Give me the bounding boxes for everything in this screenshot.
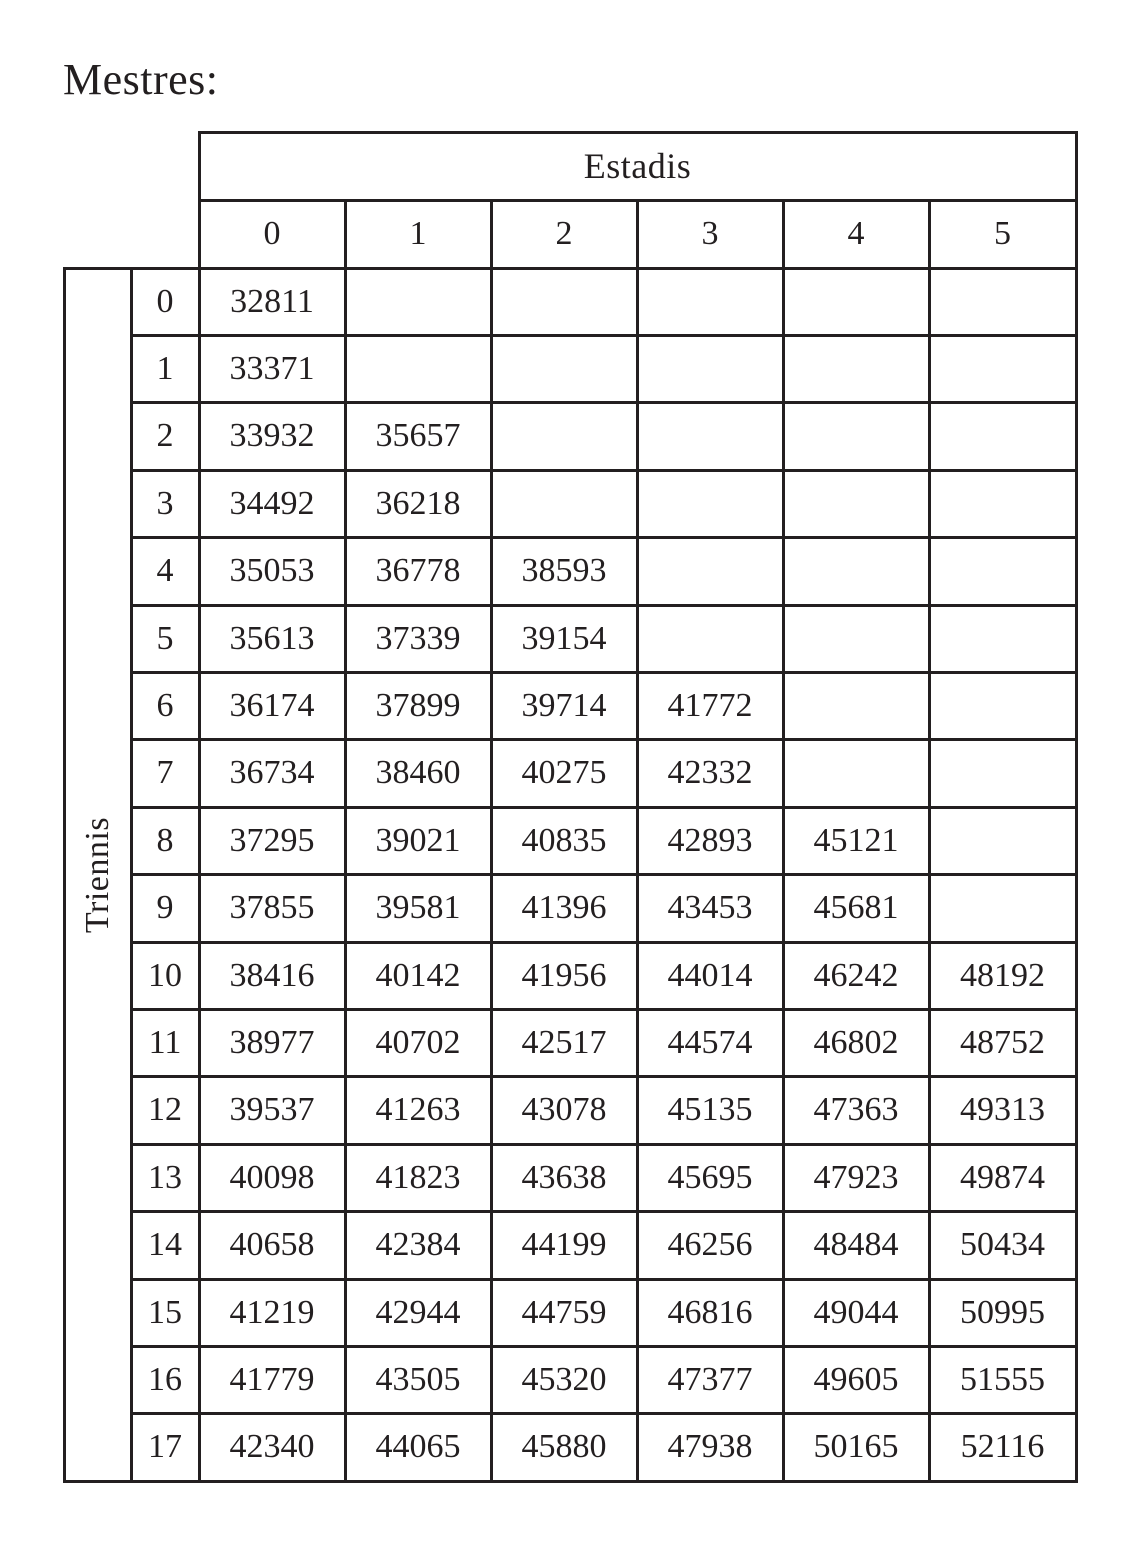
grid-line-h (130, 604, 1078, 607)
table-cell: 37295 (229, 821, 315, 859)
table-cell (491, 268, 637, 335)
table-cell: 40275 (521, 754, 607, 792)
row-header: 5 (156, 619, 174, 657)
table-cell: 35053 (229, 552, 315, 590)
table-cell: 38460 (375, 754, 461, 792)
table-cell (637, 403, 783, 470)
table-cell (929, 807, 1076, 874)
table-cell (637, 470, 783, 537)
table-cell: 50995 (960, 1293, 1045, 1331)
table-cell (783, 605, 929, 672)
row-header: 8 (156, 821, 174, 859)
table-cell (929, 538, 1076, 605)
grid-line-v (928, 199, 931, 270)
table-cell: 35613 (229, 619, 315, 657)
table-cell: 44759 (521, 1293, 607, 1331)
row-header: 14 (148, 1226, 182, 1264)
grid-line-h (130, 1143, 1078, 1146)
table-cell: 35657 (375, 417, 461, 455)
table-cell (929, 672, 1076, 739)
table-cell: 43638 (521, 1158, 607, 1196)
table-cell (783, 672, 929, 739)
table-cell (637, 335, 783, 402)
grid-line-v (1075, 131, 1078, 202)
row-header: 1 (156, 350, 174, 388)
row-header: 2 (156, 417, 174, 455)
table-cell (929, 740, 1076, 807)
table-cell: 48192 (960, 956, 1045, 994)
table-cell: 50434 (960, 1226, 1045, 1264)
table-cell: 33932 (229, 417, 315, 455)
table-cell (783, 470, 929, 537)
table-cell: 49874 (960, 1158, 1045, 1196)
table-cell: 39537 (229, 1091, 315, 1129)
table-cell: 41823 (375, 1158, 461, 1196)
row-header: 0 (156, 282, 174, 320)
table-cell: 37855 (229, 889, 315, 927)
table-cell (491, 470, 637, 537)
table-cell: 36174 (229, 687, 315, 725)
table-cell: 41219 (229, 1293, 315, 1331)
grid-line-h (130, 536, 1078, 539)
table-cell (491, 403, 637, 470)
table-cell (783, 538, 929, 605)
table-cell: 48484 (813, 1226, 899, 1264)
table-cell (783, 268, 929, 335)
grid-line-h (130, 873, 1078, 876)
grid-line-h (63, 1480, 1078, 1483)
grid-line-h (130, 1075, 1078, 1078)
table-cell: 37339 (375, 619, 461, 657)
table-cell: 38977 (229, 1024, 315, 1062)
grid-line-v (490, 267, 493, 1483)
row-header: 17 (148, 1428, 182, 1466)
grid-line-v (1075, 199, 1078, 270)
table-cell: 46242 (813, 956, 899, 994)
table-cell: 41772 (667, 687, 753, 725)
table-cell (783, 403, 929, 470)
row-header: 4 (156, 552, 174, 590)
table-cell: 34492 (229, 484, 315, 522)
grid-line-v (782, 199, 785, 270)
table-cell (637, 268, 783, 335)
table-cell: 38593 (521, 552, 607, 590)
grid-line-h (130, 401, 1078, 404)
table-cell: 32811 (230, 282, 314, 320)
row-group-label: Triennis (79, 816, 116, 934)
grid-line-v (198, 199, 201, 270)
column-header: 0 (263, 215, 281, 252)
table-cell (491, 335, 637, 402)
table-cell: 47938 (667, 1428, 753, 1466)
table-cell: 36218 (375, 484, 461, 522)
table-cell (345, 335, 491, 402)
grid-line-h (63, 267, 1078, 270)
table-cell (929, 335, 1076, 402)
table-cell (929, 403, 1076, 470)
table-cell: 45880 (521, 1428, 607, 1466)
table-cell (345, 268, 491, 335)
table-cell: 36778 (375, 552, 461, 590)
grid-line-v (782, 267, 785, 1483)
table-cell: 42893 (667, 821, 753, 859)
table-cell (929, 605, 1076, 672)
grid-line-h (130, 1210, 1078, 1213)
table-cell: 40098 (229, 1158, 315, 1196)
table-cell: 51555 (960, 1361, 1045, 1399)
table-cell: 50165 (813, 1428, 899, 1466)
column-header: 2 (555, 215, 573, 252)
row-group-label-box (64, 269, 132, 1481)
row-header: 10 (148, 956, 182, 994)
grid-line-h (198, 131, 1078, 134)
table-cell (929, 268, 1076, 335)
grid-line-v (344, 267, 347, 1483)
grid-line-v (636, 199, 639, 270)
grid-line-h (130, 469, 1078, 472)
table-cell (929, 875, 1076, 942)
table-cell: 46802 (813, 1024, 899, 1062)
table-cell: 44014 (667, 956, 753, 994)
row-header: 16 (148, 1361, 182, 1399)
table-cell: 49605 (813, 1361, 899, 1399)
table-cell: 52116 (960, 1428, 1045, 1466)
table-cell (929, 470, 1076, 537)
row-header: 15 (148, 1293, 182, 1331)
table-cell: 38416 (229, 956, 315, 994)
table-cell: 40702 (375, 1024, 461, 1062)
grid-line-v (198, 131, 201, 202)
table-cell: 49313 (960, 1091, 1045, 1129)
grid-line-h (130, 334, 1078, 337)
row-header: 6 (156, 687, 174, 725)
grid-line-h (130, 1345, 1078, 1348)
grid-line-v (1075, 267, 1078, 1483)
table-cell: 43078 (521, 1091, 607, 1129)
column-group-label: Estadis (583, 146, 692, 186)
table-cell: 43505 (375, 1361, 461, 1399)
column-header: 4 (847, 215, 865, 252)
table-cell: 39714 (521, 687, 607, 725)
grid-line-h (130, 1008, 1078, 1011)
table-cell: 45695 (667, 1158, 753, 1196)
table-cell: 44199 (521, 1226, 607, 1264)
table-cell: 47377 (667, 1361, 753, 1399)
table-cell: 45135 (667, 1091, 753, 1129)
table-cell: 46256 (667, 1226, 753, 1264)
column-header: 3 (701, 215, 719, 252)
table-cell: 45320 (521, 1361, 607, 1399)
page-title: Mestres: (63, 55, 219, 104)
table-cell: 41956 (521, 956, 607, 994)
column-header: 5 (994, 215, 1011, 252)
table-cell: 39154 (521, 619, 607, 657)
column-header: 1 (409, 215, 427, 252)
grid-line-v (344, 199, 347, 270)
table-cell: 40835 (521, 821, 607, 859)
table-cell: 45681 (813, 889, 899, 927)
table-cell: 33371 (229, 350, 315, 388)
table-cell: 41779 (229, 1361, 315, 1399)
table-cell: 44574 (667, 1024, 753, 1062)
table-cell: 47363 (813, 1091, 899, 1129)
grid-line-h (130, 1278, 1078, 1281)
table-cell: 43453 (667, 889, 753, 927)
table-cell (783, 335, 929, 402)
grid-line-v (928, 267, 931, 1483)
row-header: 9 (156, 889, 174, 927)
grid-line-h (130, 806, 1078, 809)
table-cell: 49044 (813, 1293, 899, 1331)
table-cell: 39021 (375, 821, 461, 859)
table-cell: 45121 (813, 821, 899, 859)
table-cell: 48752 (960, 1024, 1045, 1062)
table-cell: 46816 (667, 1293, 753, 1331)
grid-line-v (63, 267, 66, 1483)
row-header: 7 (156, 754, 174, 792)
table-cell (783, 740, 929, 807)
table-cell: 42332 (667, 754, 753, 792)
table-cell (637, 538, 783, 605)
table-cell: 39581 (375, 889, 461, 927)
table-cell: 42384 (375, 1226, 461, 1264)
table-cell: 41396 (521, 889, 607, 927)
table-cell: 37899 (375, 687, 461, 725)
table-cell: 47923 (813, 1158, 899, 1196)
table-cell: 40658 (229, 1226, 315, 1264)
table-cell: 36734 (229, 754, 315, 792)
row-header: 13 (148, 1158, 182, 1196)
table-cell (637, 605, 783, 672)
grid-line-h (130, 1412, 1078, 1415)
table-cell: 42517 (521, 1024, 607, 1062)
table-cell: 42944 (375, 1293, 461, 1331)
row-header: 3 (156, 484, 174, 522)
grid-line-h (130, 941, 1078, 944)
grid-line-h (130, 671, 1078, 674)
grid-line-h (130, 738, 1078, 741)
row-header: 12 (148, 1091, 182, 1129)
table-cell: 40142 (375, 956, 461, 994)
grid-line-v (130, 267, 133, 1483)
table-cell: 41263 (375, 1091, 461, 1129)
table-cell: 44065 (375, 1428, 461, 1466)
row-header: 11 (148, 1024, 182, 1062)
table-cell: 42340 (229, 1428, 315, 1466)
grid-line-v (490, 199, 493, 270)
grid-line-v (198, 267, 201, 1483)
grid-line-v (636, 267, 639, 1483)
